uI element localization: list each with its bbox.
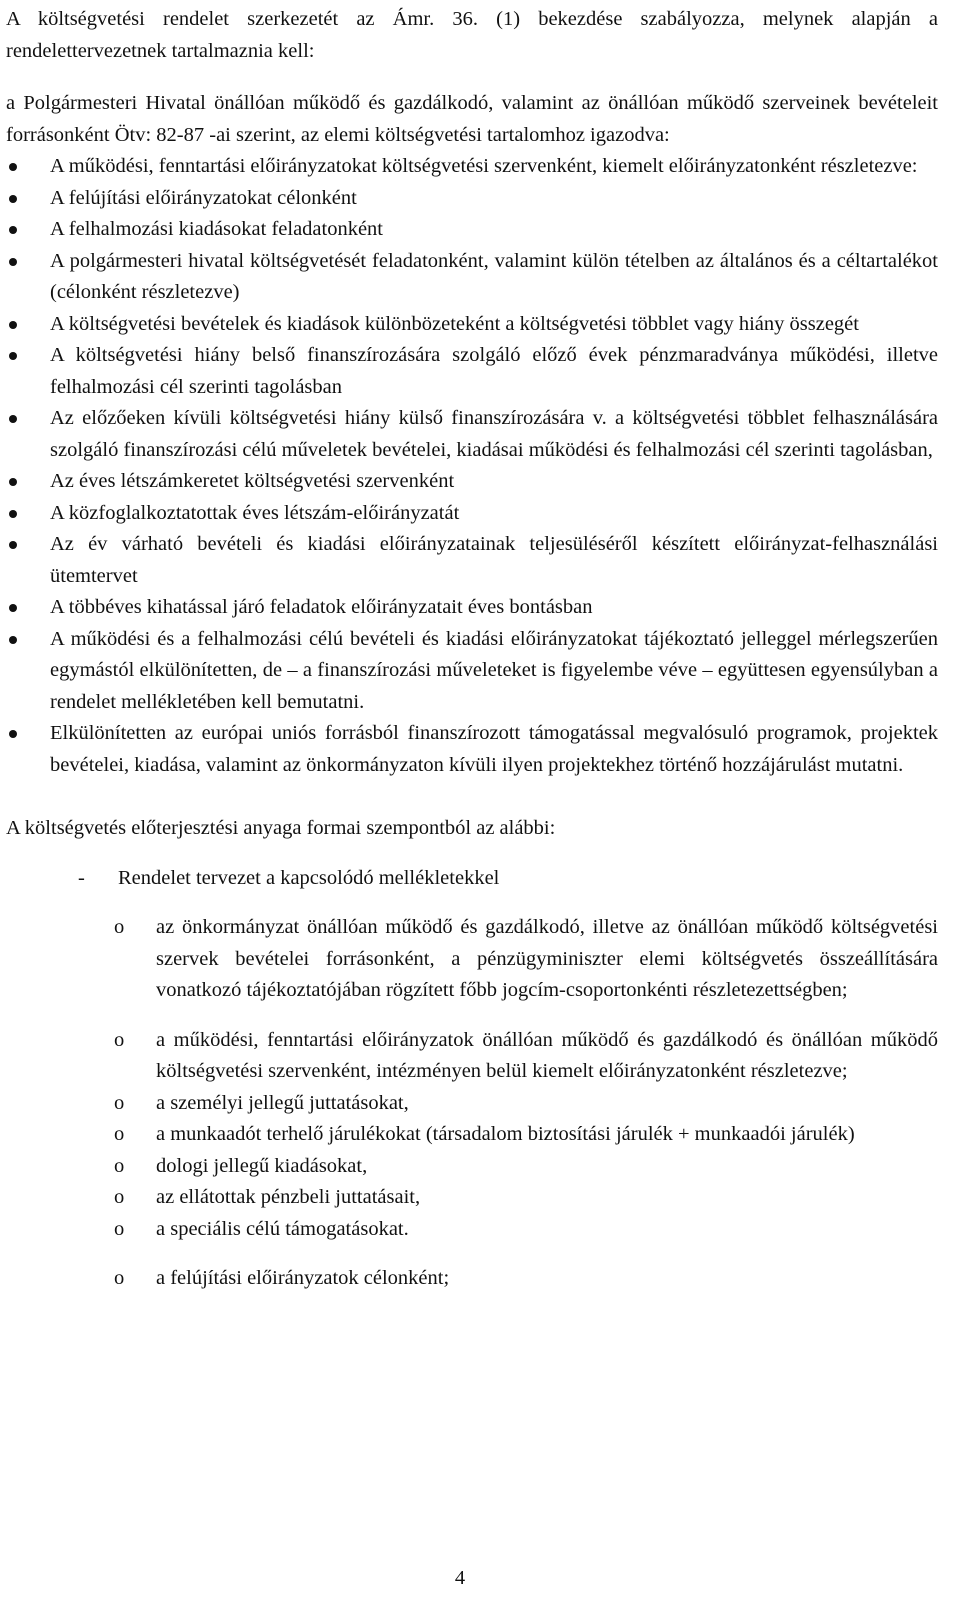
sub-list-marker: o — [114, 1028, 125, 1051]
sub-list-marker: o — [114, 1186, 125, 1208]
dash-marker: - — [78, 866, 85, 889]
list-item: Az éves létszámkeretet költségvetési szervenként — [6, 466, 938, 498]
sub-list-marker: o — [114, 1091, 125, 1114]
list-item: Az előzőeken kívüli költségvetési hiány külső finanszírozására v. a költségvetési többlet felhasználására szolgáló finanszírozási célú műveletek bevételei, kiadásai működési és felhalmozási cél szerinti tagolásban, — [6, 403, 938, 466]
page-number: 4 — [454, 1567, 466, 1589]
list-item: A polgármesteri hivatal költségvetését feladatonként, valamint külön tételben az általános és a céltartalékot (célonként részletezve) — [6, 246, 938, 309]
list-item: A működési, fenntartási előirányzatokat költségvetési szervenként, kiemelt előirányzatonként részletezve: — [6, 151, 938, 183]
sub-list-text: az önkormányzat önállóan működő és gazdálkodó, illetve az önállóan működő költségvetési szervek bevételei forrásonként, a pénzügyminiszter elemi költségvetés összeállítására vonatkozó tájékoztatójában rögzített főbb jogcím-csoportonkénti részletezettségben; — [156, 916, 938, 1001]
sub-list-marker: o — [114, 1267, 125, 1289]
sub-list-text: a speciális célú támogatásokat. — [156, 1217, 409, 1240]
list-item: A felújítási előirányzatokat célonként — [6, 183, 938, 215]
sub-list-item — [6, 1214, 938, 1246]
list-item: A felhalmozási kiadásokat feladatonként — [6, 214, 938, 246]
sub-list-item — [6, 1182, 938, 1214]
sub-list-text: a felújítási előirányzatok célonként; — [156, 1267, 450, 1289]
sub-list-marker: o — [114, 1123, 125, 1145]
sub-list-text: a működési, fenntartási előirányzatok önállóan működő és gazdálkodó és önállóan működő költségvetési szervenként, intézményen belül kiemelt előirányzatonként részletezve; — [156, 1028, 938, 1082]
intro-paragraph: A költségvetési rendelet szerkezetét az Ámr. 36. (1) bekezdése szabályozza, melynek alapján a rendelettervezetnek tartalmaznia kell: — [6, 8, 938, 62]
list-item: A többéves kihatással járó feladatok előirányzatait éves bontásban — [6, 592, 938, 624]
sub-list-item — [6, 1025, 938, 1088]
sub-list-item — [6, 1263, 938, 1295]
dash-item-text: Rendelet tervezet a kapcsolódó mellékletekkel — [118, 866, 500, 889]
sub-list-marker: o — [114, 1154, 125, 1177]
list-item: A közfoglalkoztatottak éves létszám-előirányzatát — [6, 498, 938, 530]
sub-list-item — [6, 1088, 938, 1120]
sub-list-text: az ellátottak pénzbeli juttatásait, — [156, 1186, 421, 1208]
sub-list-item — [6, 1119, 938, 1151]
list-item: Az év várható bevételi és kiadási előirányzatainak teljesüléséről készített előirányzat-felhasználási ütemtervet — [6, 529, 938, 592]
dash-list-item — [6, 863, 938, 895]
sub-list-marker: o — [114, 1217, 125, 1240]
list-item: Elkülönítetten az európai uniós forrásból finanszírozott támogatással megvalósuló programok, projektek bevételei, kiadása, valamint az önkormányzaton kívüli ilyen projektekhez történő hozzájárulást mutatni. — [6, 718, 938, 781]
document-body — [6, 4, 938, 1295]
sub-list-text: a személyi jellegű juttatásokat, — [156, 1091, 409, 1114]
list-item: A költségvetési bevételek és kiadások különbözeteként a költségvetési többlet vagy hiány összegét — [6, 309, 938, 341]
requirements-list — [6, 151, 938, 781]
sub-list-marker: o — [114, 916, 125, 938]
formal-heading: A költségvetés előterjesztési anyaga formai szempontból az alábbi: — [6, 817, 556, 839]
sub-list-text: a munkaadót terhelő járulékokat (társadalom biztosítási járulék + munkaadói járulék) — [156, 1123, 855, 1145]
sub-list-item — [6, 1151, 938, 1183]
sub-list-text: dologi jellegű kiadásokat, — [156, 1154, 368, 1177]
list-item: A költségvetési hiány belső finanszírozására szolgáló előző évek pénzmaradványa működési, illetve felhalmozási cél szerinti tagolásban — [6, 340, 938, 403]
list-item: A működési és a felhalmozási célú bevételi és kiadási előirányzatokat tájékoztató jelleggel mérlegszerűen egymástól elkülönítetten, de – a finanszírozási műveleteket is figyelembe véve – együttesen egyensúlyban a rendelet mellékletében kell bemutatni. — [6, 624, 938, 719]
sub-list-item — [6, 912, 938, 1007]
scope-paragraph: a Polgármesteri Hivatal önállóan működő és gazdálkodó, valamint az önállóan működő szerveinek bevételeit forrásonként Ötv: 82-87 -ai szerint, az elemi költségvetési tartalomhoz igazodva: — [6, 92, 938, 146]
